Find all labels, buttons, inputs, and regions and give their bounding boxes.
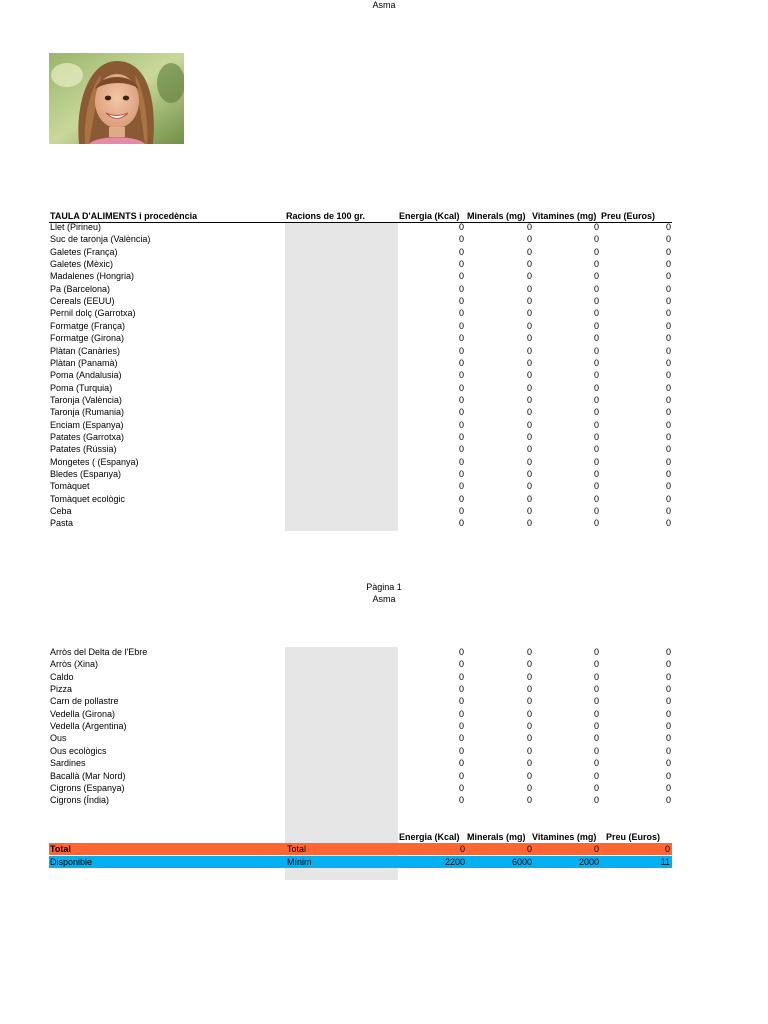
energy-value: 0: [458, 469, 464, 479]
price-value: 0: [665, 222, 671, 232]
food-name: Madalenes (Hongria): [50, 271, 135, 282]
price-value: 0: [665, 795, 671, 806]
minerals-value: 0: [526, 795, 532, 806]
vitamins-value: 0: [593, 758, 599, 769]
minerals-value: 0: [526, 296, 532, 307]
minerals-value: 0: [526, 271, 532, 282]
vitamins-value: 0: [593, 647, 599, 657]
energy-value: 0: [458, 795, 464, 806]
price-value: 0: [665, 659, 671, 670]
price-value: 0: [665, 382, 671, 393]
food-name: Cigrons (Espanya): [50, 782, 125, 793]
table-row: [0, 683, 768, 695]
total-label: Total: [50, 844, 71, 854]
table-row: [0, 382, 768, 394]
table-row: [0, 443, 768, 455]
vitamins-value: 0: [593, 357, 599, 368]
price-value: 0: [665, 345, 671, 356]
minerals-value: 0: [526, 370, 532, 381]
food-name: Patates (Garrotxa): [50, 431, 125, 442]
minerals-value: 0: [526, 222, 532, 232]
vitamins-value: 0: [593, 234, 599, 245]
minerals-value: 0: [526, 518, 532, 529]
available-price: 11: [660, 857, 670, 867]
price-value: 0: [665, 333, 671, 344]
price-value: 0: [665, 696, 671, 707]
table-row: [0, 745, 768, 757]
energy-value: 0: [458, 234, 464, 245]
vitamins-value: 0: [593, 444, 599, 455]
totals-header-minerals: Minerals (mg): [467, 832, 526, 842]
price-value: 0: [665, 308, 671, 319]
energy-value: 0: [458, 696, 464, 707]
energy-value: 0: [458, 758, 464, 769]
energy-value: 0: [458, 345, 464, 356]
minerals-value: 0: [526, 431, 532, 442]
totals-header-energy: Energia (Kcal): [399, 832, 460, 842]
minerals-value: 0: [526, 721, 532, 732]
table-row: [0, 270, 768, 282]
price-value: 0: [665, 770, 671, 781]
minerals-value: 0: [526, 770, 532, 781]
table-row: [0, 794, 768, 806]
page-number: Pàgina 1: [366, 582, 402, 592]
energy-value: 0: [458, 222, 464, 232]
table-row: [0, 246, 768, 258]
total-label-2: Total: [287, 844, 307, 854]
price-value: 0: [665, 419, 671, 430]
food-name: Galetes (Mèxic): [50, 259, 114, 270]
table-row: [0, 720, 768, 732]
available-row: [49, 856, 672, 868]
food-name: Vedella (Argentina): [50, 721, 127, 732]
minerals-value: 0: [526, 481, 532, 492]
price-value: 0: [665, 647, 671, 657]
food-name: Poma (Andalusia): [50, 370, 122, 381]
price-value: 0: [665, 394, 671, 405]
price-value: 0: [665, 506, 671, 517]
table-row: [0, 468, 768, 480]
table-row: [0, 357, 768, 369]
food-name: Vedella (Girona): [50, 708, 116, 719]
vitamins-value: 0: [593, 246, 599, 257]
vitamins-value: 0: [593, 394, 599, 405]
table-row: [0, 505, 768, 517]
vitamins-value: 0: [593, 518, 599, 529]
table-row: [0, 695, 768, 707]
energy-value: 0: [458, 782, 464, 793]
food-name: Formatge (Girona): [50, 333, 125, 344]
vitamins-value: 0: [593, 671, 599, 682]
minerals-value: 0: [526, 758, 532, 769]
minerals-value: 0: [526, 456, 532, 467]
minerals-value: 0: [526, 506, 532, 517]
table-row: [0, 732, 768, 744]
minerals-value: 0: [526, 684, 532, 695]
food-name: Galetes (França): [50, 246, 118, 257]
vitamins-value: 0: [593, 456, 599, 467]
vitamins-value: 0: [593, 308, 599, 319]
food-name: Poma (Turquia): [50, 382, 113, 393]
energy-value: 0: [458, 733, 464, 744]
food-name: Pizza: [50, 684, 73, 695]
vitamins-value: 0: [593, 782, 599, 793]
price-value: 0: [665, 708, 671, 719]
minerals-value: 0: [526, 357, 532, 368]
vitamins-value: 0: [593, 345, 599, 356]
child-photo: [49, 53, 184, 144]
minerals-value: 0: [526, 708, 532, 719]
table-row: [0, 258, 768, 270]
vitamins-value: 0: [593, 259, 599, 270]
table-row: [0, 757, 768, 769]
price-value: 0: [665, 782, 671, 793]
available-label: Disponible: [50, 857, 93, 867]
vitamins-value: 0: [593, 370, 599, 381]
minerals-value: 0: [526, 234, 532, 245]
food-name: Suc de taronja (València): [50, 234, 151, 245]
total-row: [49, 843, 672, 855]
energy-value: 0: [458, 659, 464, 670]
minerals-value: 0: [526, 647, 532, 657]
vitamins-value: 0: [593, 733, 599, 744]
vitamins-value: 0: [593, 684, 599, 695]
minerals-value: 0: [526, 333, 532, 344]
vitamins-value: 0: [593, 493, 599, 504]
vitamins-value: 0: [593, 770, 599, 781]
minerals-value: 0: [526, 382, 532, 393]
price-value: 0: [665, 271, 671, 282]
minerals-value: 0: [526, 308, 532, 319]
minerals-value: 0: [526, 469, 532, 479]
vitamins-value: 0: [593, 721, 599, 732]
vitamins-value: 0: [593, 506, 599, 517]
food-name: Mongetes ( (Espanya): [50, 456, 139, 467]
food-name: Ous ecològics: [50, 745, 107, 756]
energy-value: 0: [458, 370, 464, 381]
table-row: [0, 671, 768, 683]
minerals-value: 0: [526, 493, 532, 504]
energy-value: 0: [458, 444, 464, 455]
table-row: [0, 770, 768, 782]
minerals-value: 0: [526, 259, 532, 270]
energy-value: 0: [458, 456, 464, 467]
available-vitamins: 2000: [578, 857, 599, 867]
energy-value: 0: [458, 382, 464, 393]
minerals-value: 0: [526, 444, 532, 455]
food-name: Cigrons (Índia): [50, 795, 110, 806]
price-value: 0: [665, 357, 671, 368]
vitamins-value: 0: [593, 795, 599, 806]
price-value: 0: [665, 758, 671, 769]
vitamins-value: 0: [593, 407, 599, 418]
energy-value: 0: [458, 259, 464, 270]
price-value: 0: [665, 407, 671, 418]
food-name: Taronja (Rumania): [50, 407, 125, 418]
table-row: [0, 283, 768, 295]
energy-value: 0: [458, 320, 464, 331]
table-row: [0, 320, 768, 332]
energy-value: 0: [458, 283, 464, 294]
price-value: 0: [665, 283, 671, 294]
energy-value: 0: [458, 246, 464, 257]
minerals-value: 0: [526, 671, 532, 682]
table-row: [0, 708, 768, 720]
minerals-value: 0: [526, 782, 532, 793]
table-row: [0, 406, 768, 418]
total-price: 0: [664, 844, 670, 854]
energy-value: 0: [458, 419, 464, 430]
total-minerals: 0: [526, 844, 532, 854]
available-energy: 2200: [444, 857, 465, 867]
column-header-price: Preu (Euros): [601, 211, 656, 221]
vitamins-value: 0: [593, 659, 599, 670]
energy-value: 0: [458, 357, 464, 368]
vitamins-value: 0: [593, 469, 599, 479]
total-energy: 0: [459, 844, 465, 854]
table-row: [0, 419, 768, 431]
page-header: Asma: [372, 0, 396, 10]
table-row: [0, 345, 768, 357]
price-value: 0: [665, 431, 671, 442]
column-header-energy: Energia (Kcal): [399, 211, 460, 221]
food-name: Plàtan (Panamà): [50, 357, 118, 368]
food-name: Sardines: [50, 758, 86, 769]
food-name: Carn de pollastre: [50, 696, 119, 707]
table-row: [0, 493, 768, 505]
food-name: Ous: [50, 733, 67, 744]
food-name: Cereals (EEUU): [50, 296, 115, 307]
energy-value: 0: [458, 271, 464, 282]
minerals-value: 0: [526, 394, 532, 405]
totals-header-price: Preu (Euros): [606, 832, 661, 842]
food-name: Bacallà (Mar Nord): [50, 770, 126, 781]
energy-value: 0: [458, 647, 464, 657]
table-row: [0, 307, 768, 319]
minerals-value: 0: [526, 320, 532, 331]
food-name: Llet (Pirineu): [50, 222, 102, 232]
table-row: [0, 295, 768, 307]
energy-value: 0: [458, 493, 464, 504]
food-name: Enciam (Espanya): [50, 419, 124, 430]
table-row: [0, 480, 768, 492]
vitamins-value: 0: [593, 222, 599, 232]
price-value: 0: [665, 481, 671, 492]
energy-value: 0: [458, 721, 464, 732]
table-row: [0, 233, 768, 245]
table-row: [0, 431, 768, 443]
energy-value: 0: [458, 394, 464, 405]
energy-value: 0: [458, 770, 464, 781]
vitamins-value: 0: [593, 431, 599, 442]
energy-value: 0: [458, 518, 464, 529]
minerals-value: 0: [526, 733, 532, 744]
minerals-value: 0: [526, 696, 532, 707]
table-row: [0, 782, 768, 794]
table-row: [0, 332, 768, 344]
price-value: 0: [665, 444, 671, 455]
minerals-value: 0: [526, 407, 532, 418]
vitamins-value: 0: [593, 745, 599, 756]
price-value: 0: [665, 745, 671, 756]
energy-value: 0: [458, 506, 464, 517]
minimum-label: Mínim: [287, 857, 312, 867]
vitamins-value: 0: [593, 333, 599, 344]
minerals-value: 0: [526, 345, 532, 356]
minerals-value: 0: [526, 659, 532, 670]
price-value: 0: [665, 259, 671, 270]
energy-value: 0: [458, 671, 464, 682]
food-name: Ceba: [50, 506, 72, 517]
energy-value: 0: [458, 333, 464, 344]
energy-value: 0: [458, 708, 464, 719]
food-name: Patates (Rússia): [50, 444, 117, 455]
price-value: 0: [665, 234, 671, 245]
food-name: Tomàquet: [50, 481, 90, 492]
energy-value: 0: [458, 745, 464, 756]
available-minerals: 6000: [511, 857, 532, 867]
price-value: 0: [665, 684, 671, 695]
column-header-food: TAULA D'ALIMENTS i procedència: [50, 211, 198, 221]
vitamins-value: 0: [593, 481, 599, 492]
food-name: Pernil dolç (Garrotxa): [50, 308, 136, 319]
vitamins-value: 0: [593, 283, 599, 294]
column-header-portions: Racions de 100 gr.: [286, 211, 366, 221]
food-name: Arròs del Delta de l'Ebre: [50, 647, 148, 657]
price-value: 0: [665, 733, 671, 744]
food-name: Caldo: [50, 671, 74, 682]
energy-value: 0: [458, 481, 464, 492]
minerals-value: 0: [526, 745, 532, 756]
table-row: [0, 369, 768, 381]
vitamins-value: 0: [593, 296, 599, 307]
energy-value: 0: [458, 431, 464, 442]
vitamins-value: 0: [593, 696, 599, 707]
vitamins-value: 0: [593, 271, 599, 282]
energy-value: 0: [458, 296, 464, 307]
price-value: 0: [665, 370, 671, 381]
page-header-2: Asma: [372, 594, 396, 604]
table-row: [0, 221, 768, 233]
price-value: 0: [665, 493, 671, 504]
table-row: [0, 456, 768, 468]
column-header-vitamins: Vitamines (mg): [532, 211, 597, 221]
price-value: 0: [665, 246, 671, 257]
vitamins-value: 0: [593, 320, 599, 331]
price-value: 0: [665, 456, 671, 467]
minerals-value: 0: [526, 283, 532, 294]
total-vitamins: 0: [593, 844, 599, 854]
table-row: [0, 658, 768, 670]
table-row: [0, 646, 768, 658]
food-name: Pa (Barcelona): [50, 283, 111, 294]
price-value: 0: [665, 296, 671, 307]
food-name: Taronja (València): [50, 394, 122, 405]
energy-value: 0: [458, 308, 464, 319]
energy-value: 0: [458, 407, 464, 418]
food-name: Bledes (Espanya): [50, 469, 122, 479]
price-value: 0: [665, 518, 671, 529]
totals-header-vitamins: Vitamines (mg): [532, 832, 597, 842]
food-name: Plàtan (Canàries): [50, 345, 121, 356]
food-name: Pasta: [50, 518, 74, 529]
vitamins-value: 0: [593, 419, 599, 430]
food-name: Tomàquet ecològic: [50, 493, 126, 504]
price-value: 0: [665, 320, 671, 331]
minerals-value: 0: [526, 246, 532, 257]
column-header-minerals: Minerals (mg): [467, 211, 526, 221]
food-name: Formatge (França): [50, 320, 126, 331]
price-value: 0: [665, 469, 671, 479]
food-name: Arròs (Xina): [50, 659, 99, 670]
price-value: 0: [665, 671, 671, 682]
table-row: [0, 517, 768, 529]
energy-value: 0: [458, 684, 464, 695]
minerals-value: 0: [526, 419, 532, 430]
price-value: 0: [665, 721, 671, 732]
vitamins-value: 0: [593, 382, 599, 393]
vitamins-value: 0: [593, 708, 599, 719]
table-row: [0, 394, 768, 406]
